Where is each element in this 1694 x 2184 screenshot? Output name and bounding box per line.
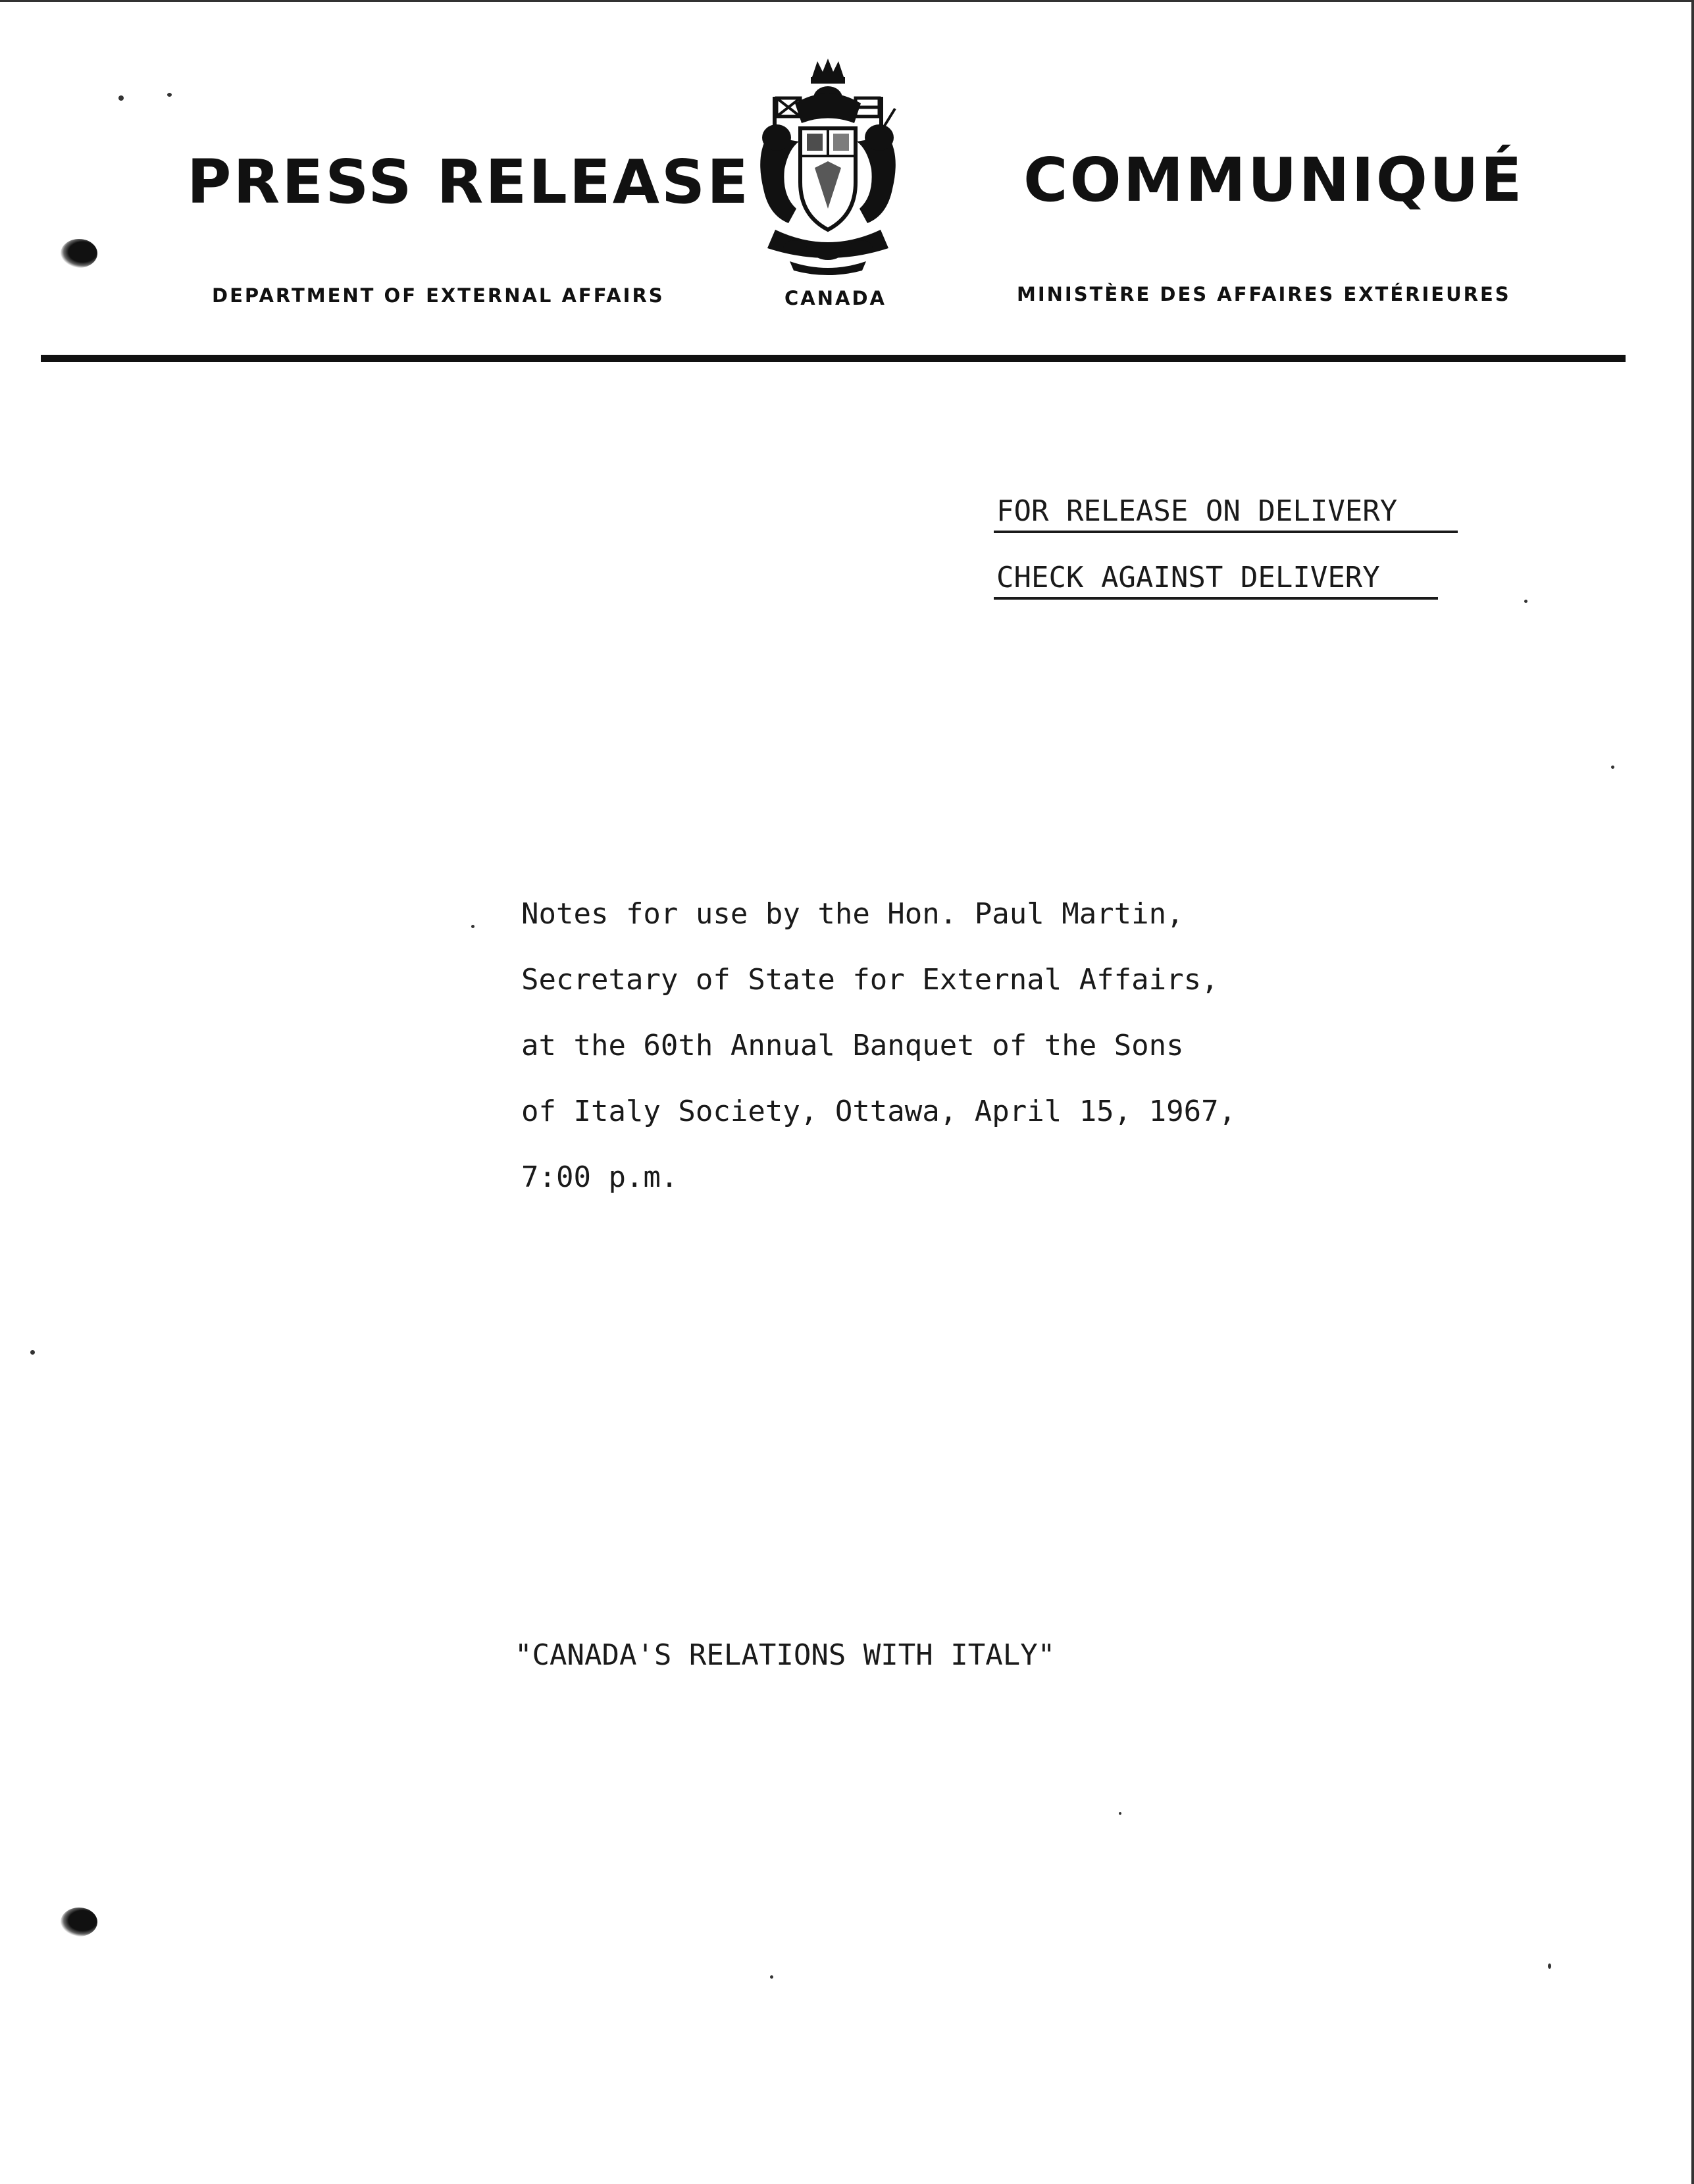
release-underline [994,531,1458,533]
notes-line: Notes for use by the Hon. Paul Martin, [521,897,1184,931]
coat-of-arms-icon [749,57,907,278]
punch-hole-icon [61,1908,97,1937]
speech-notes [521,881,1236,1210]
department-english: DEPARTMENT OF EXTERNAL AFFAIRS [212,284,665,307]
scan-speck [770,1975,773,1979]
notes-line: of Italy Society, Ottawa, April 15, 1967, [521,1095,1237,1128]
scan-speck [1548,1963,1551,1969]
scan-speck [167,93,172,97]
notes-line: Secretary of State for External Affairs, [521,963,1219,997]
scan-speck [1119,1812,1121,1815]
scan-speck [1611,766,1614,769]
notes-line: 7:00 p.m. [521,1160,679,1194]
punch-hole-icon [61,239,97,268]
scan-speck [30,1350,35,1355]
country-label: CANADA [784,287,886,309]
scan-speck [1524,600,1527,603]
notes-line: at the 60th Annual Banquet of the Sons [521,1029,1184,1062]
scan-speck [471,925,475,928]
letterhead-rule [41,355,1626,362]
speech-title: "CANADA'S RELATIONS WITH ITALY" [515,1638,1056,1672]
press-release-heading: PRESS RELEASE [187,147,750,217]
communique-heading: COMMUNIQUÉ [1023,145,1524,215]
check-underline [994,597,1438,600]
release-on-delivery: FOR RELEASE ON DELIVERY [996,494,1398,528]
scan-speck [118,95,124,101]
check-against-delivery: CHECK AGAINST DELIVERY [996,561,1380,594]
department-french: MINISTÈRE DES AFFAIRES EXTÉRIEURES [1017,283,1511,305]
